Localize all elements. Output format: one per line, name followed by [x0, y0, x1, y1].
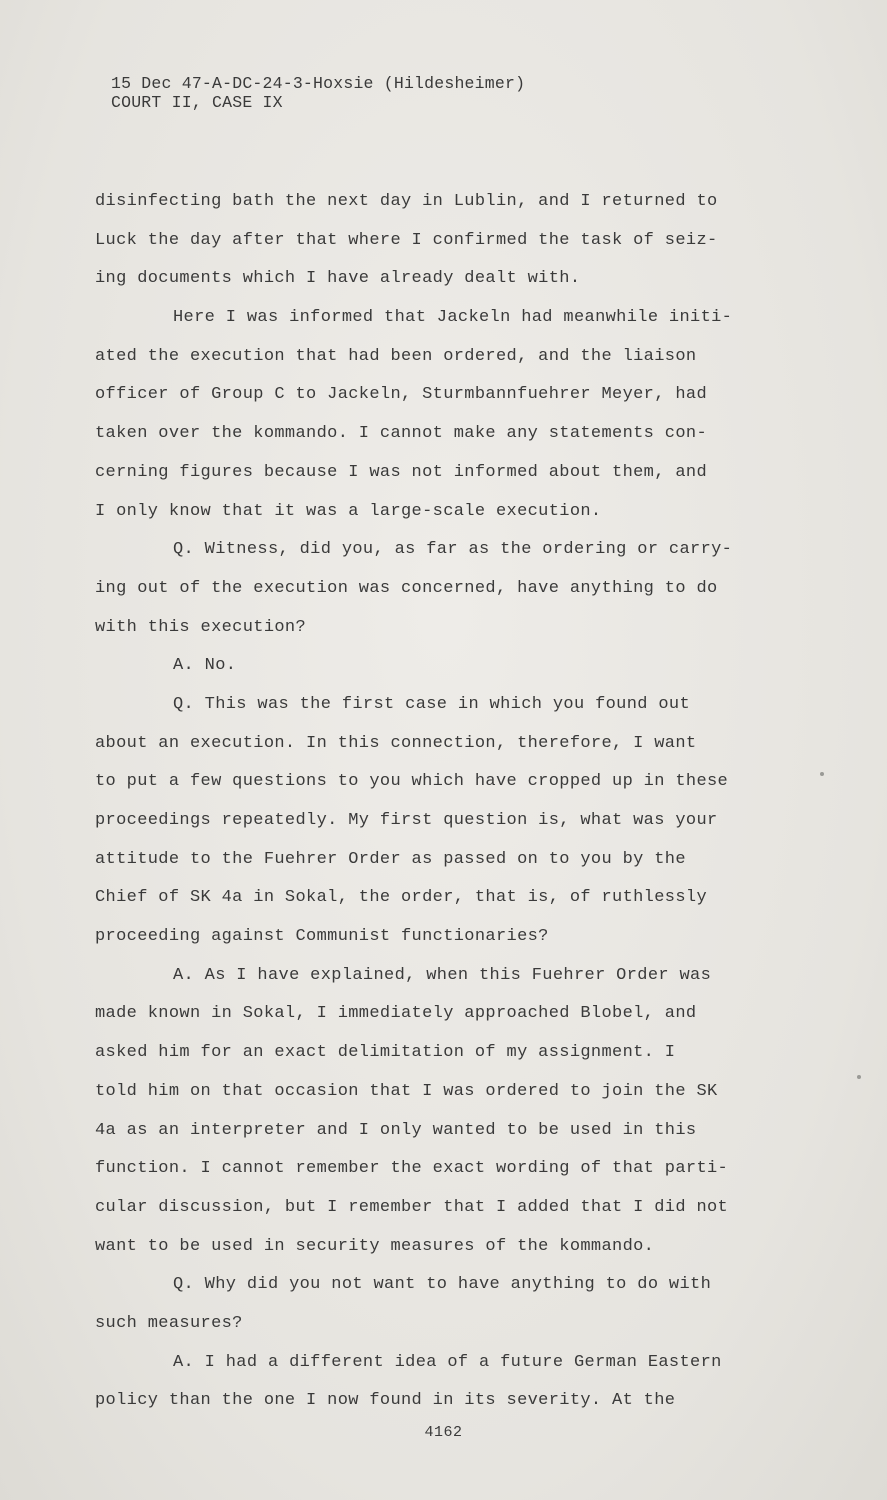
question-line: Q. This was the first case in which you found out: [173, 694, 691, 714]
transcript-line: asked him for an exact delimitation of my assignment. I: [95, 1043, 676, 1063]
transcript-line: I only know that it was a large-scale execution.: [95, 501, 602, 521]
answer-line: A. As I have explained, when this Fuehrer Order was: [173, 965, 712, 985]
transcript-line: policy than the one I now found in its severity. At the: [95, 1391, 676, 1411]
answer-line: A. I had a different idea of a future German Eastern: [173, 1352, 722, 1372]
transcript-line: proceedings repeatedly. My first question is, what was your: [95, 811, 718, 830]
header-court-case: COURT II, CASE IX: [111, 93, 283, 112]
paper-speck: [857, 1075, 861, 1079]
transcript-body: [95, 190, 815, 1428]
transcript-line: taken over the kommando. I cannot make any statements con-: [95, 424, 707, 444]
transcript-line: about an execution. In this connection, therefore, I want: [95, 733, 697, 753]
transcript-line: officer of Group C to Jackeln, Sturmbannfuehrer Meyer, had: [95, 385, 707, 405]
transcript-line: 4a as an interpreter and I only wanted to be used in this: [95, 1120, 697, 1140]
page-number: 4162: [424, 1424, 463, 1441]
transcript-line: proceeding against Communist functionaries?: [95, 927, 549, 947]
header-case-reference: 15 Dec 47-A-DC-24-3-Hoxsie (Hildesheimer): [111, 74, 526, 93]
transcript-line: told him on that occasion that I was ordered to join the SK: [95, 1081, 718, 1101]
transcript-line: ing out of the execution was concerned, have anything to do: [95, 578, 718, 598]
transcript-line: ated the execution that had been ordered, and the liaison: [95, 346, 697, 366]
transcript-line: cerning figures because I was not informed about them, and: [95, 462, 707, 482]
question-line: Q. Why did you not want to have anything to do with: [173, 1275, 712, 1295]
transcript-line: attitude to the Fuehrer Order as passed on to you by the: [95, 849, 686, 869]
transcript-line: disinfecting bath the next day in Lublin, and I returned to: [95, 192, 718, 211]
transcript-line: ing documents which I have already dealt with.: [95, 269, 581, 289]
transcript-line: such measures?: [95, 1313, 243, 1333]
transcript-line: with this execution?: [95, 617, 307, 637]
transcript-line: Here I was informed that Jackeln had meanwhile initi-: [173, 308, 733, 328]
question-line: Q. Witness, did you, as far as the ordering or carry-: [173, 540, 733, 560]
transcript-line: to put a few questions to you which have cropped up in these: [95, 772, 729, 792]
transcript-line: Luck the day after that where I confirmed the task of seiz-: [95, 230, 718, 250]
transcript-line: Chief of SK 4a in Sokal, the order, that is, of ruthlessly: [95, 888, 707, 908]
transcript-line: want to be used in security measures of the kommando.: [95, 1236, 655, 1256]
paper-speck: [820, 772, 824, 776]
transcript-line: made known in Sokal, I immediately approached Blobel, and: [95, 1004, 697, 1024]
transcript-line: function. I cannot remember the exact wording of that parti-: [95, 1159, 729, 1179]
document-header: [111, 74, 525, 112]
answer-line: A. No.: [173, 656, 237, 676]
transcript-line: cular discussion, but I remember that I added that I did not: [95, 1197, 729, 1217]
